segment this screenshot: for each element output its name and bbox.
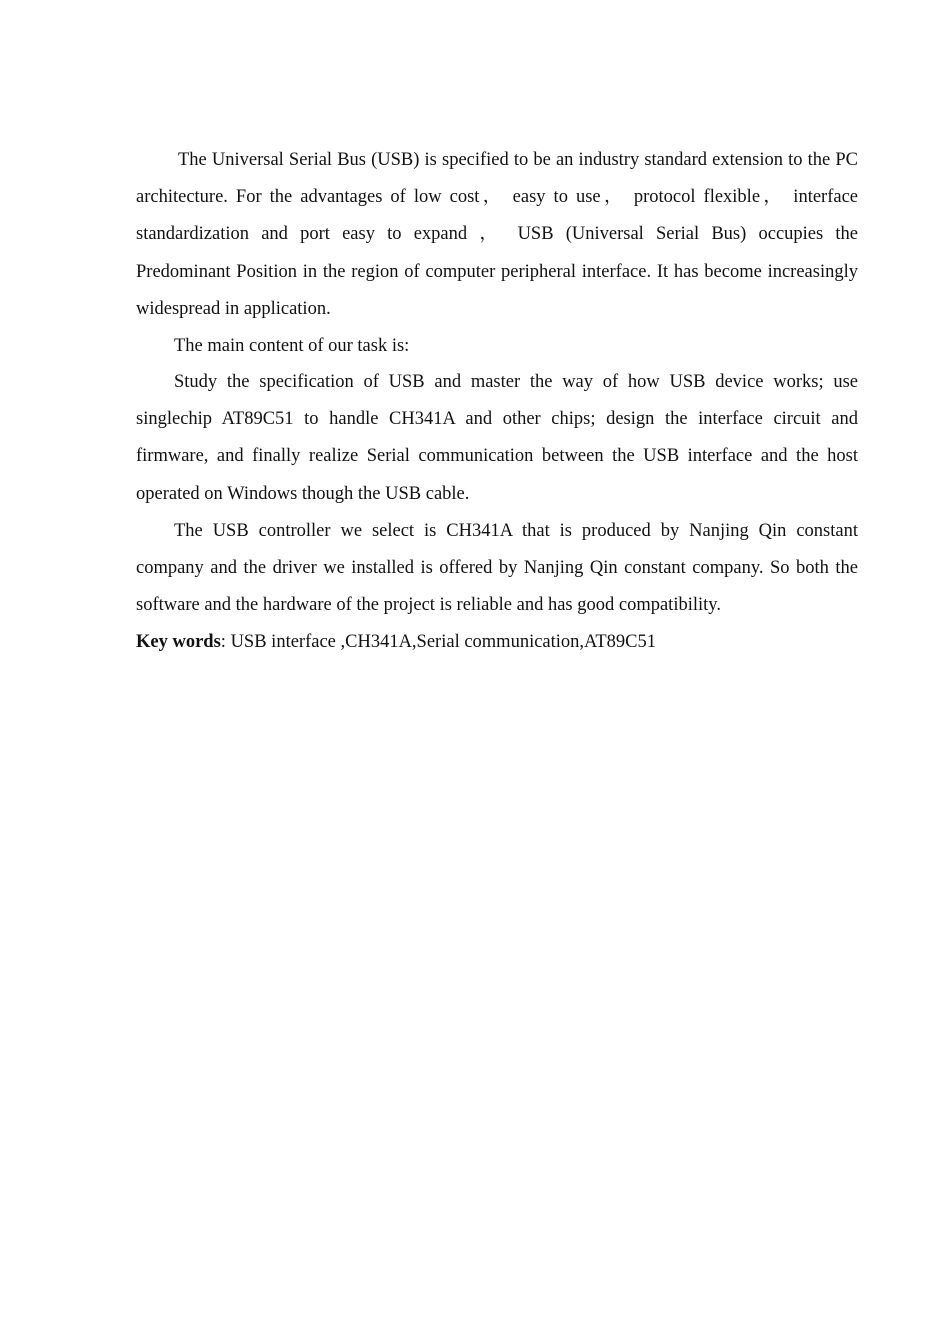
abstract-paragraph-4: The USB controller we select is CH341A that is produced by Nanjing Qin constant company and the driver we installed is offered by Nanjing Qin constant company. So both the software and the hardware of the project is reliable and has good compatibility. <box>136 520 858 616</box>
abstract-paragraph-2: The main content of our task is: <box>174 336 410 357</box>
keywords-separator: : <box>220 632 231 653</box>
keywords-label: Key words <box>136 632 221 653</box>
keywords-value: USB interface ,CH341A,Serial communication,AT89C51 <box>230 632 656 653</box>
keywords-line <box>136 624 858 660</box>
abstract-paragraph-1: The Universal Serial Bus (USB) is specified to be an industry standard extension to the PC architecture. For the advantages of low cost， easy to use， protocol flexible， interface standardization and port easy to expand ， USB (Universal Serial Bus) occupies the Predominant Position in the region of computer peripheral interface. It has become increasingly widespread in application. <box>136 150 858 319</box>
abstract-body <box>136 142 858 660</box>
abstract-paragraph-3: Study the specification of USB and master the way of how USB device works; use singlechip AT89C51 to handle CH341A and other chips; design the interface circuit and firmware, and finally realize Serial communication between the USB interface and the host operated on Windows though the USB cable. <box>136 372 858 504</box>
